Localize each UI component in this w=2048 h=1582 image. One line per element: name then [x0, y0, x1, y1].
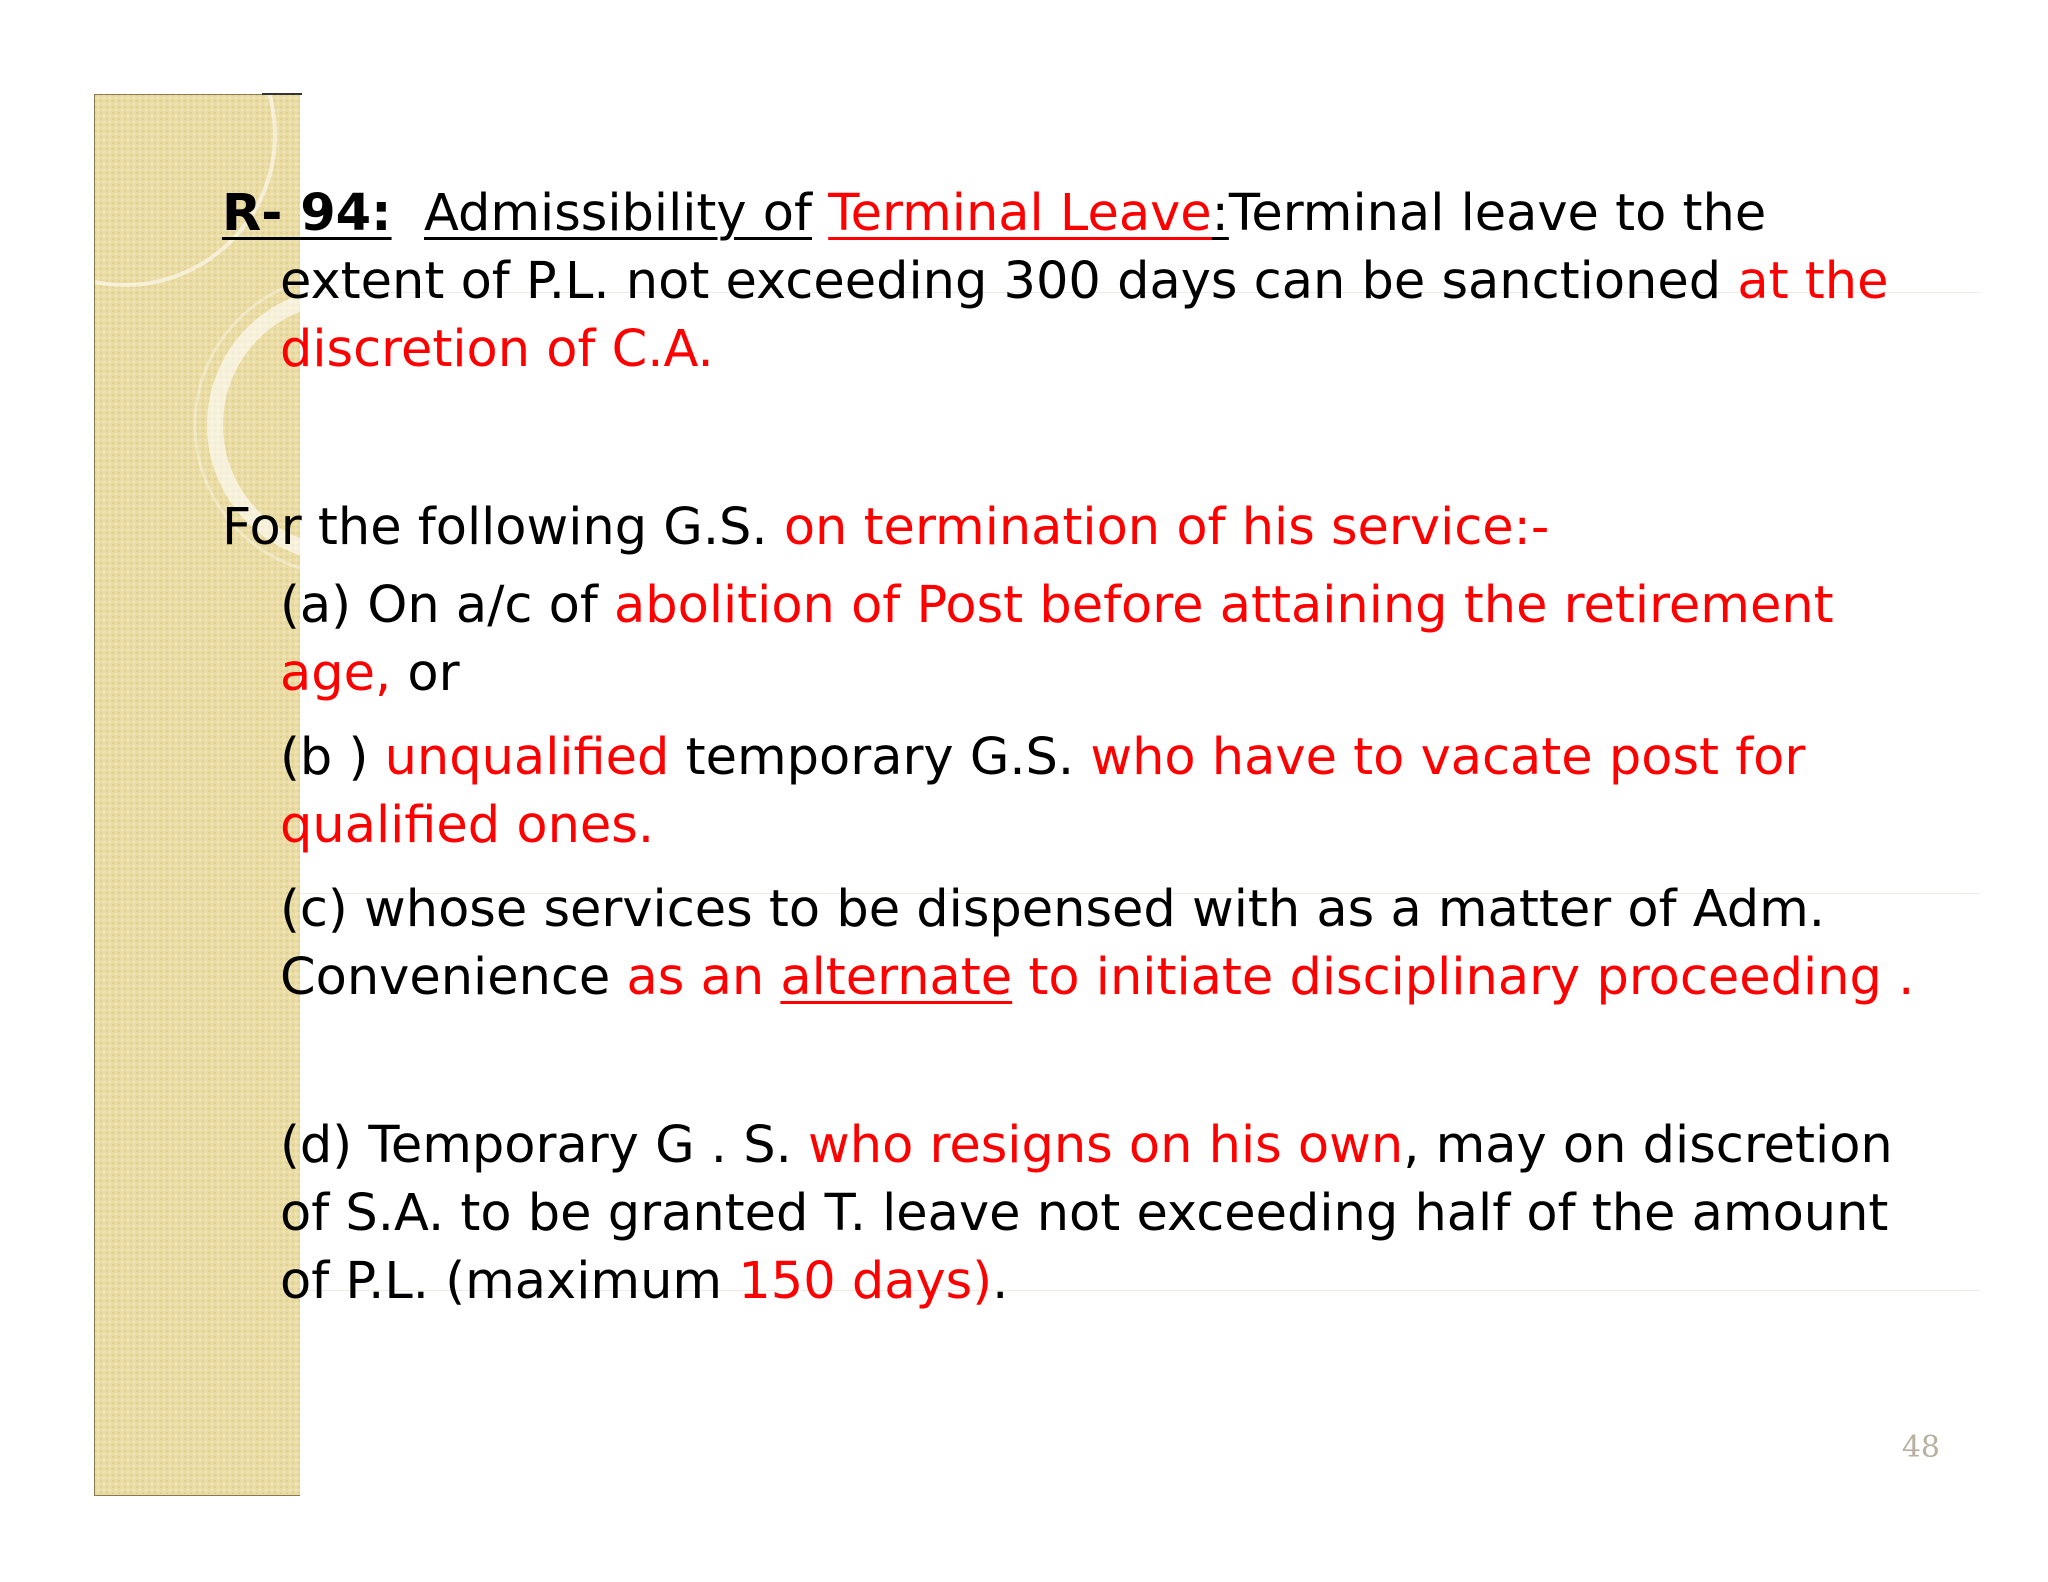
rule-text: Terminal leave to the extent of P.L. not exceeding 300 days can be sanctioned — [280, 184, 1767, 311]
rule-text-highlight: at the discretion of C.A. — [280, 252, 1889, 379]
page-number: 48 — [1901, 1430, 1940, 1465]
intro-text: For the following G.S. — [222, 498, 784, 557]
item-c-text: (c) whose services to be dispensed with as a matter of Adm. Convenience — [280, 880, 1826, 1007]
rule-heading-prefix: Admissibility of — [424, 184, 812, 243]
item-b-text: temporary G.S. — [669, 728, 1091, 787]
item-d-highlight-end: 150 days) — [738, 1252, 993, 1311]
list-item-d — [222, 1112, 1942, 1316]
item-a-text: (a) On a/c of — [280, 576, 614, 635]
top-tick-line — [262, 93, 302, 95]
item-a-highlight: abolition of Post before attaining the retirement age, — [280, 576, 1834, 703]
item-d-label: (d) Temporary G . S. — [280, 1116, 809, 1175]
item-c-highlight: as an — [626, 948, 781, 1007]
rule-paragraph — [222, 180, 1942, 384]
rule-code: R- 94: — [222, 184, 392, 243]
list-item-a — [222, 572, 1942, 708]
item-d-highlight: who resigns on his own — [808, 1116, 1404, 1175]
intro-line — [222, 494, 1942, 562]
list-item-b — [222, 724, 1942, 860]
intro-text-highlight: on termination of his service:- — [783, 498, 1550, 557]
item-b-highlight: unqualified — [384, 728, 670, 787]
item-d-period: . — [992, 1252, 1009, 1311]
rule-heading-colon: : — [1211, 184, 1229, 243]
slide-content — [222, 180, 1942, 1316]
item-b-label: (b ) — [280, 728, 385, 787]
item-c-underlined: alternate — [780, 948, 1013, 1007]
item-b-highlight-end: who have to vacate post for qualified ones. — [280, 728, 1806, 855]
item-a-text-end: or — [391, 644, 460, 703]
rule-heading-term: Terminal Leave — [828, 184, 1212, 243]
list-item-c — [222, 876, 1942, 1012]
item-c-highlight-end: to initiate disciplinary proceeding . — [1012, 948, 1915, 1007]
item-d-text: , may on discretion of S.A. to be granted T. leave not exceeding half of the amount of P.L. (maximum — [280, 1116, 1893, 1311]
